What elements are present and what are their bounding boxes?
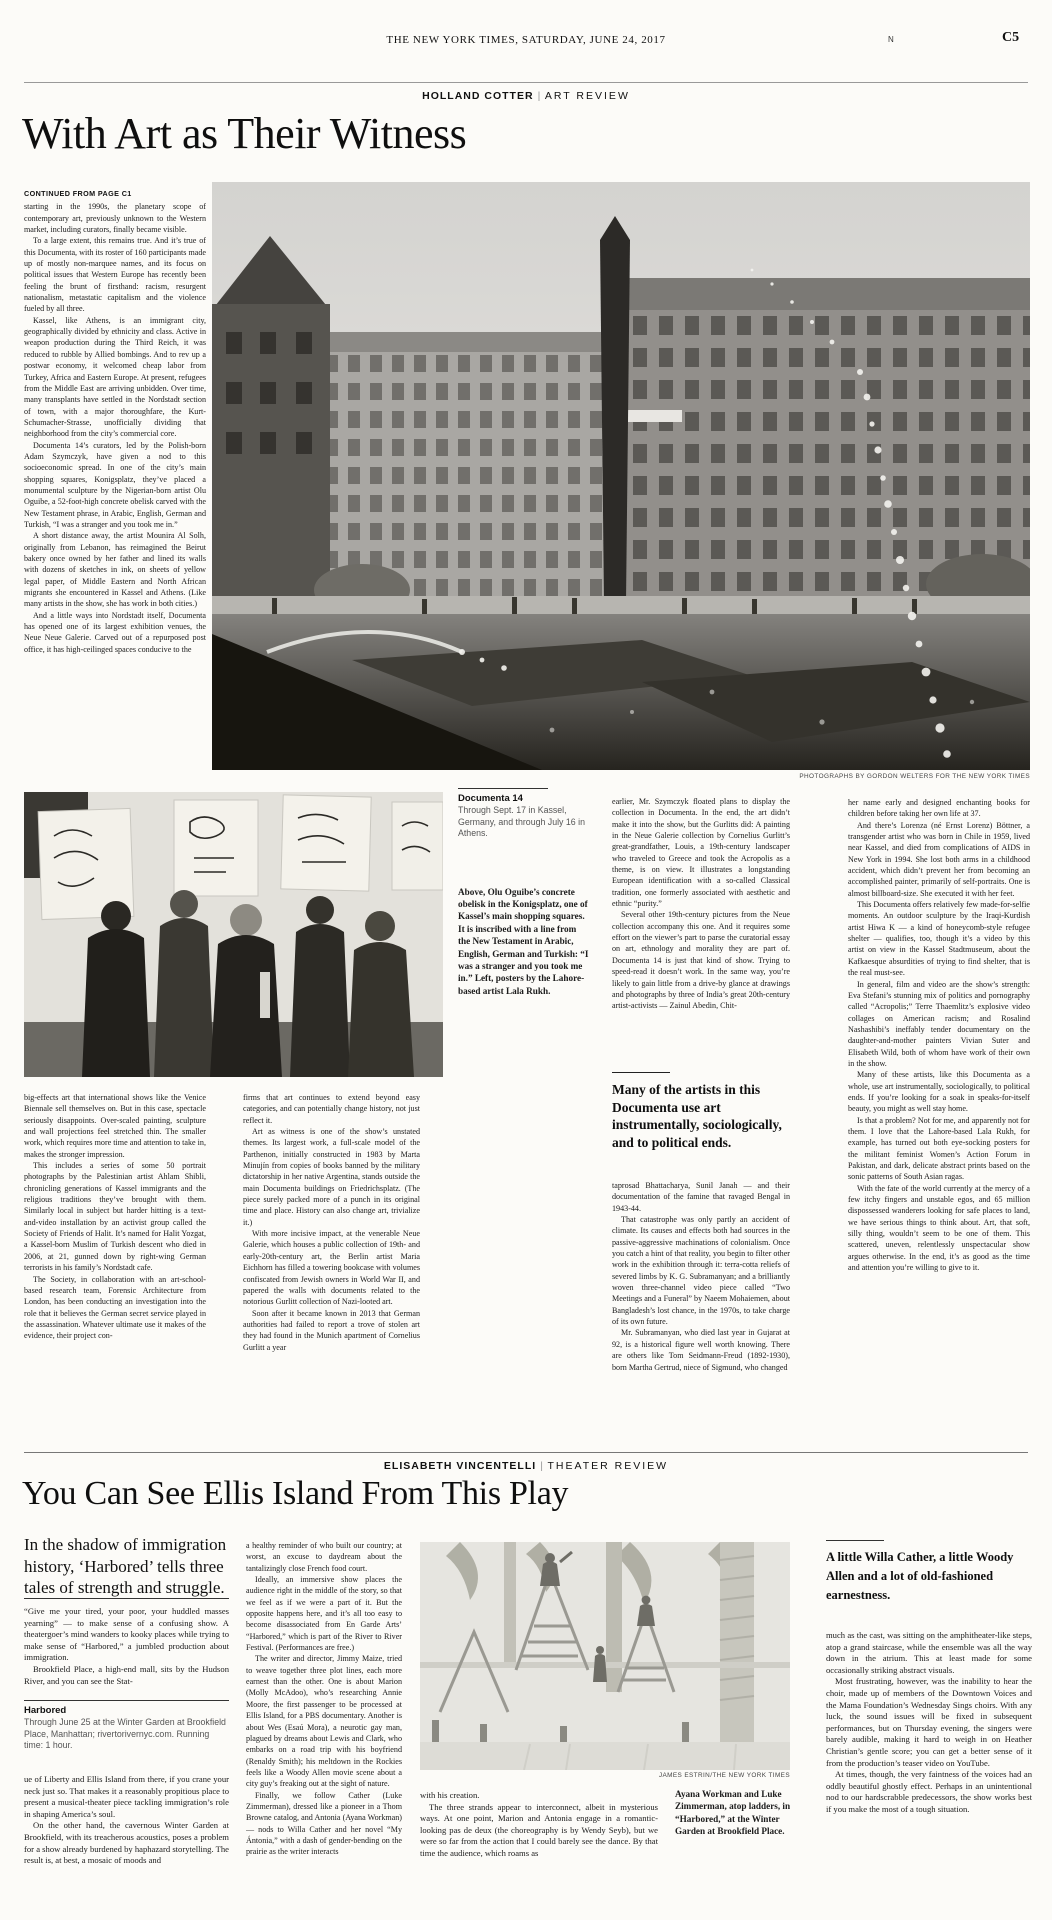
art-review-column-1-text — [24, 201, 206, 655]
pull-quote: Many of the artists in this Documenta use art instrumentally, sociologically, and to political ends. — [612, 1082, 782, 1150]
theater-column-2 — [246, 1540, 402, 1906]
art-review-headline: With Art as Their Witness — [22, 109, 467, 158]
paragraph: A short distance away, the artist Mounira Al Solh, originally from Lebanon, has reimagined the Beirut bakery once owned by her father and lined its walls with dozens of sketches in ink, on sheets of yellow legal paper, of Middle Eastern and North African migrants she encountered in Kassel and Athens. (Like many artists in the show, she has work in both cities.) — [24, 531, 206, 609]
paragraph: Mr. Subramanyan, who died last year in Gujarat at 92, is a historical figure well worth knowing. There are others like Tom Seidmann-Freud (1892-1930), born Martha Gertrud, niece of Sigmund, who changed — [612, 1328, 790, 1372]
paragraph: taprosad Bhattacharya, Sunil Janah — and their documentation of the famine that ravaged Bengal in 1943-44. — [612, 1181, 790, 1213]
obelisk-square-photo — [212, 182, 1030, 770]
paragraph: big-effects art that international shows like the Venice Biennale sell themselves on. But in this case, spectacle seriously disappoints. Over-scaled painting, sculpture and wall projections feel stretched thin. The smaller work, which requires more time and attention to take in, makes the stronger impression. — [24, 1093, 206, 1159]
theater-review-headline: You Can See Ellis Island From This Play — [22, 1475, 569, 1512]
paragraph: Kassel, like Athens, is an immigrant city, geographically divided by ethnicity and class. Active in weapon production during the Third Reich, it was reduced to rubble by Allied bombings. And to rev up a postwar economy, it welcomed cheap labor from Turkey, Africa and Eastern Europe. At present, refugees from the Middle East are arriving unbidden. Over time, many transplants have settled in the Nordstadt section of town, with a major thoroughfare, the Kurt-Schumacher-Strasse, unofficially dividing that neighborhood from the city’s commercial core. — [24, 315, 206, 439]
theater-review-section-label: THEATER REVIEW — [547, 1460, 669, 1472]
listing-rule — [458, 788, 548, 789]
paragraph: starting in the 1990s, the planetary scope of contemporary art, previously unknown to the Western market, including curators, finally became visible. — [24, 202, 206, 235]
art-review-column-2 — [24, 1092, 206, 1406]
art-review-kicker — [0, 90, 1052, 102]
fact-box-rule — [24, 1700, 229, 1701]
theater-column-5 — [826, 1630, 1032, 1910]
paragraph: with his creation. — [420, 1790, 480, 1800]
art-review-column-4b — [612, 1180, 790, 1406]
paragraph: Brookfield Place, a high-end mall, sits by the Hudson River, and you can see the Stat- — [24, 1663, 229, 1686]
gallery-posters-photo — [24, 792, 443, 1077]
masthead-rule — [24, 82, 1028, 83]
paragraph: The three strands appear to interconnect, albeit in mysterious ways. At one point, Marion and Antonia engage in a romantic-looking pas de deux (the choreography is by Wendy Seyb), but we were so far from the action that I could barely see the dance. By that time the audience, which roams as — [420, 1801, 658, 1858]
gallery-photo-art — [24, 792, 443, 1077]
theater-review-kicker — [0, 1460, 1052, 1472]
paragraph: Several other 19th-century pictures from the Neue collection accompany this one. And it requires some effort on the viewer’s part to parse the curatorial essay on art, ethnology and morality they are part of. Documenta 14 is just that kind of show. Trying to speed-read it doesn’t work. In the same way, you’re likely to gain little from a drive-by glance at drawings and photographs by three of India’s great 20th-century artist-activists — Zainul Abedin, Chit- — [612, 910, 790, 1011]
paragraph: In general, film and video are the show’s strength: Eva Stefani’s stunning mix of politics and pornography called “Acropolis;” Terre Thaemlitz’s explosive video collages on American racism; and Rosalind Nashashibi’s ineffably tender documentary on the daughter-and-mother painters Vivian Suter and Elisabeth Wild, both of whom have work of their own in the show. — [848, 979, 1030, 1068]
paragraph: her name early and designed enchanting books for children before taking her own life at 37. — [848, 798, 1030, 819]
art-review-section-label: ART REVIEW — [544, 90, 630, 102]
paragraph: “Give me your tired, your poor, your huddled masses yearning” — to make sense of a confusing show. A theatergoer’s mind wanders to kooky places while trying to make sense of “Harbored,” a jumbled production about immigration. — [24, 1606, 229, 1663]
continued-from-label: CONTINUED FROM PAGE C1 — [24, 189, 132, 198]
theater-listing-title: Harbored — [24, 1705, 67, 1716]
subhead-rule — [826, 1540, 884, 1541]
theater-column-3 — [420, 1790, 658, 1908]
paragraph: much as the cast, was sitting on the amphitheater-like steps, atop a grand staircase, while the ensemble was all the way down in the atrium. This at least made for some occasionally striking abstract visuals. — [826, 1630, 1032, 1675]
paragraph: firms that art continues to extend beyond easy categories, and can potentially change history, not just reflect it. — [243, 1093, 420, 1125]
art-review-column-4a — [612, 796, 790, 1068]
theater-photo-art — [420, 1542, 790, 1770]
section-divider-rule — [24, 1452, 1028, 1453]
paragraph: Ideally, an immersive show places the audience right in the middle of the story, so that we feel as if we were a part of it. But the opposite happens here, and it’s all too easy to become disassociated from En Garde Arts’ “Harbored,” which is part of the River to River Festival. (Performances are free.) — [246, 1575, 402, 1653]
pull-quote-block — [612, 1072, 790, 1151]
paragraph: The Society, in collaboration with an art-school-based research team, Forensic Architecture from London, has been conducting an investigation into the role that it believes the German secret service played in the assassination. Whatever ultimate use it makes of the evidence, their project con- — [24, 1274, 206, 1341]
theater-column-1a — [24, 1606, 229, 1698]
art-caption-column — [458, 788, 590, 997]
art-review-column-3 — [243, 1092, 420, 1406]
theater-photo-credit: JAMES ESTRIN/THE NEW YORK TIMES — [658, 1772, 790, 1779]
paragraph: This includes a series of some 50 portrait photographs by the Palestinian artist Ahlam Shibli, chronicling generations of Kassel immigrants and the religious traditions they’ve brought with them. Similarly local in subject but harder hitting is a text-and-video installation by an activist group called the Society of Friends of Halit. It’s named for Halit Yozgat, a Kassel-born Muslim of Turkish descent who died in 2006, at 21, gunned down by right-wing German terrorists in his family’s Nordstadt cafe. — [24, 1161, 206, 1273]
paragraph: Is that a problem? Not for me, and apparently not for them. I love that the Lahore-based Lala Rukh, for example, has turned out both eye-socking posters for the militant feminist Women’s Action Forum in Pakistan, and dark, delicate abstract prints based on the sonic patterns of South Asian ragas. — [848, 1115, 1030, 1182]
paragraph: With more incisive impact, at the venerable Neue Galerie, which houses a public collection of 19th- and early-20th-century art, the Berlin artist Maria Eichhorn has filled a towering bookcase with volumes confiscated from Jewish owners in World War II, and papered the walls with documents related to the notorious Gurlitt collection of Nazi-looted art. — [243, 1229, 420, 1307]
paragraph: And there’s Lorenza (né Ernst Lorenz) Böttner, a transgender artist who was born in Chile in 1959, lived near Kassel, and died from complications of AIDS in New York in 1994. She lost both arms in a childhood accident, which didn’t prevent her from becoming an accomplished painter, primarily of self-portraits. One is almost billboard-size. She executed it with her feet. — [848, 820, 1030, 898]
paragraph: a healthy reminder of who built our country; at worst, an excuse to daydream about the tantalizingly close French food court. — [246, 1541, 402, 1573]
theater-column-1b — [24, 1774, 229, 1906]
paragraph: And a little ways into Nordstadt itself, Documenta has opened one of its largest exhibition venues, the Neue Neue Galerie. Carved out of a repurposed post office, it has high-ceilinged spaces conducive to the — [24, 610, 206, 654]
art-photo-caption: Above, Olu Oguibe’s concrete obelisk in the Konigsplatz, one of Kassel’s main shopping squares. It is inscribed with a line from the New Testament in Arabic, English, German and Turkish: “I was a stranger and you took me in.” Left, posters by the Lahore-based artist Lala Rukh. — [458, 886, 589, 996]
paragraph: The writer and director, Jimmy Maize, tried to weave together three plot lines, each more earnest than the other. One is about Marion (Molly McAdoo), who’s researching Annie Moore, the first passenger to be processed at Ellis Island, for a PBS documentary. Another is about Wes (Esaú Mora), a neurotic gay man, plagued by dreams about Lewis and Clark, who embarks on a road trip with his boyfriend (Renaldy Smith); his meltdown in the Rockies feels like a Woody Allen movie scene about a city guy’s freaking out at the sight of nature. — [246, 1654, 402, 1789]
paragraph: Art as witness is one of the show’s unstated themes. Its largest work, a full-scale model of the Parthenon, initially constructed in 1983 by Marta Minujín from copies of books banned by the military dictatorship in her native Argentina, stands outside the main Documenta buildings on Friedrichsplatz. (The piece surely packed more of a punch in its original time and place. History can also change art, trivialize it.) — [243, 1127, 420, 1227]
art-listing-details: Through Sept. 17 in Kassel, Germany, and through July 16 in Athens. — [458, 805, 585, 838]
paragraph: Most frustrating, however, was the inability to hear the choir, made up of members of the Downtown Voices and the Mama Foundation’s Wednesday Sings choirs. With any luck, the sound issues will be fixed in subsequent performances, but on Thursday evening, the singers were barely audible, making it hard to weigh in on Heather Christian’s gentle score; you can get a better sense of it from the production’s teaser video on YouTube. — [826, 1676, 1032, 1768]
paragraph: With the fate of the world currently at the mercy of a few itchy fingers and unstable egos, and 65 million dispossessed wanderers looking for safe places to land, we have serious things to think about. Art, that soft, silly thing, wouldn’t seem to be one of them. This scattered, uneven, relentlessly unspectacular show argues otherwise. In the end, it’s as good as the time and attention you’re willing to give to it. — [848, 1183, 1030, 1273]
paragraph: ue of Liberty and Ellis Island from there, if you crane your neck just so. That makes it a reasonably propitious place to present a musical-theater piece tackling immigration’s role in shaping America’s soul. — [24, 1774, 229, 1819]
winter-garden-photo — [420, 1542, 790, 1770]
paragraph: At times, though, the very faintness of the voices had an oddly beautiful ghostly effect. Perhaps in an unintentional nod to our hardscrabble predecessors, the show works best if you make the most of a tough situation. — [826, 1769, 1032, 1814]
paragraph: On the other hand, the cavernous Winter Garden at Brookfield, with its treacherous acoustics, poses a problem for a show already burdened by haphazard storytelling. The result is, at best, a mosaic of moods and — [24, 1820, 229, 1866]
art-review-column-1 — [24, 188, 206, 780]
art-photo-credit: PHOTOGRAPHS BY GORDON WELTERS FOR THE NEW YORK TIMES — [799, 773, 1030, 780]
masthead-dateline: THE NEW YORK TIMES, SATURDAY, JUNE 24, 2017 — [386, 34, 666, 46]
theater-fact-box — [24, 1700, 229, 1752]
lede-rule — [24, 1598, 229, 1599]
page-number: C5 — [1002, 30, 1020, 45]
art-listing-title: Documenta 14 — [458, 793, 523, 804]
art-review-author: HOLLAND COTTER — [422, 90, 534, 102]
paragraph: earlier, Mr. Szymczyk floated plans to display the collection in Documenta. In the end, the art didn’t make it into the show, but the Gurlitts did: A painting in the Neue Galerie collection by Cornelius Gurlitt’s great-grandfather, Louis, a 19th-century landscaper who traveled to Greece and took the Acropolis as a theme, is on view. It illustrates a longstanding European identification with a so-called Classical tradition, one formerly associated with aesthetic and ethnic “purity.” — [612, 797, 790, 909]
paragraph: Documenta 14’s curators, led by the Polish-born Adam Szymczyk, have given a nod to this socioeconomic spread. In one of the city’s main shopping squares, Konigsplatz, they’ve placed a monumental sculpture by the Nigerian-born artist Olu Oguibe, a 52-foot-high concrete obelisk carved with the New Testament phrase, in Arabic, English, German and Turkish, “I was a stranger and you took me in.” — [24, 440, 206, 529]
theater-review-author: ELISABETH VINCENTELLI — [383, 1460, 537, 1472]
paragraph: To a large extent, this remains true. And it’s true of this Documenta, with its roster of 160 participants made up of mostly non-marquee names, and its focus on political issues that Western Europe has recently been feeling the brunt of firsthand: racism, resurgent nationalism, metastatic capitalism and the violence fueled by all three. — [24, 236, 206, 314]
paragraph: This Documenta offers relatively few made-for-selfie moments. An outdoor sculpture by the Iraqi-Kurdish artist Hiwa K — a kind of honeycomb-style refugee shelter — qualifies, too, though it’s a video by this artist on view in the Kassel Stadtmuseum, about the Kafkaesque absurdities of trying to find shelter, that is the real must-see. — [848, 900, 1030, 978]
theater-subhead: A little Willa Cather, a little Woody Allen and a lot of old-fashioned earnestness. — [826, 1550, 1014, 1602]
pull-quote-rule — [612, 1072, 670, 1073]
theater-lede: In the shadow of immigration history, ‘Harbored’ tells three tales of strength and struggle. — [24, 1535, 227, 1597]
paragraph: Many of these artists, like this Documenta as a whole, use art instrumentally, sociologically, to political ends. If you’re looking for a soak in speaks-for-itself beauty, you might as well stay home. — [848, 1070, 1030, 1114]
kicker-separator: | — [537, 90, 541, 102]
paragraph: Finally, we follow Cather (Luke Zimmerman), dressed like a pioneer in a Thom Browne catalog, and Antonia (Ayana Workman) — nods to Willa Cather and her novel “My Ántonia,” with a dash of gender-bending on the prairie as the writer interacts — [246, 1790, 402, 1857]
kicker-separator: | — [540, 1460, 544, 1472]
theater-photo-caption: Ayana Workman and Luke Zimmerman, atop ladders, in “Harbored,” at the Winter Garden at Brookfield Place. — [675, 1789, 791, 1837]
theater-listing-details: Through June 25 at the Winter Garden at Brookfield Place, Manhattan; rivertorivernyc.com. Running time: 1 hour. — [24, 1717, 226, 1750]
obelisk-photo-art — [212, 182, 1030, 770]
art-review-column-5 — [848, 797, 1030, 1409]
paragraph: That catastrophe was only partly an accident of climate. Its causes and effects both had sources in the passive-aggressive machinations of colonialism. Once you catch a hint of that reality, you begin to filter other work in the exhibition through it: terra-cotta reliefs of severed limbs by K. G. Subramanyan; and a brilliantly woven three-channel video piece called “Two Meetings and a Funeral” by Naeem Mohaiemen, about Bangladesh’s lost chance, in the 1970s, to take charge of its own future. — [612, 1215, 790, 1327]
paragraph: Soon after it became known in 2013 that German authorities had failed to report a trove of stolen art they had found in the Munich apartment of Cornelius Gurlitt a year — [243, 1308, 420, 1352]
edition-letter: N — [888, 35, 894, 44]
